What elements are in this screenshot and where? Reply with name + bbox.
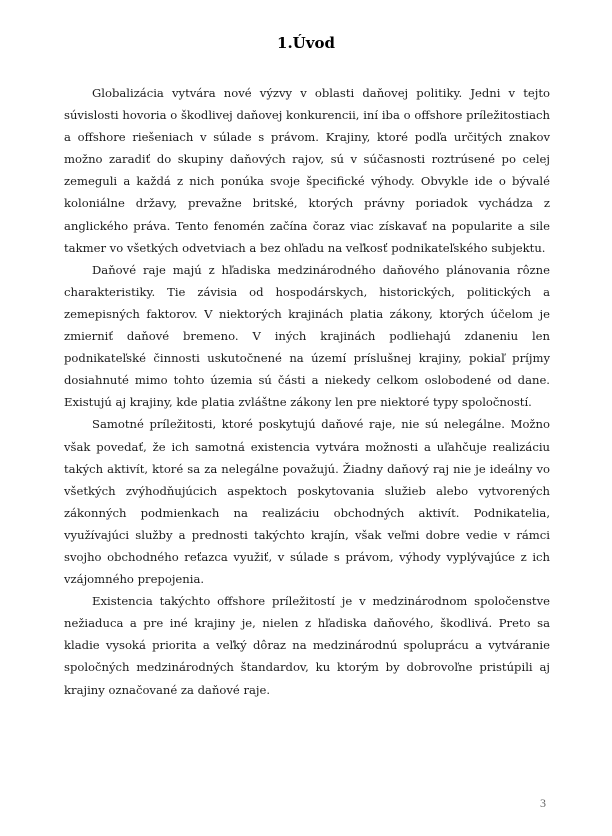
- page-number: 3: [540, 796, 546, 810]
- section-heading: 1.Úvod: [277, 34, 335, 52]
- body-text: [64, 82, 550, 701]
- paragraph: Globalizácia vytvára nové výzvy v oblasti daňovej politiky. Jedni v tejto súvislosti hovoria o škodlivej daňovej konkurencii, iní iba o offshore príležitostiach a offshore riešeniach v súlade s právom. Krajiny, ktoré podľa určitých znakov možno zaradiť do skupiny daňových rajov, sú v súčasnosti roztrúsené po celej zemeguli a každá z nich ponúka svoje špecifické výhody. Obvykle ide o bývalé koloniálne državy, prevažne britské, ktorých právny poriadok vychádza z anglického práva. Tento fenomén začína čoraz viac získavať na popularite a sile takmer vo všetkých odvetviach a bez ohľadu na veľkosť podnikateľského subjektu.: [64, 86, 550, 255]
- paragraph: Existencia takýchto offshore príležitostí je v medzinárodnom spoločenstve nežiaduca a pre iné krajiny je, nielen z hľadiska daňového, škodlivá. Preto sa kladie vysoká priorita a veľký dôraz na medzinárodnú spoluprácu a vytváranie spoločných medzinárodných štandardov, ku ktorým by dobrovoľne pristúpili aj krajiny označované za daňové raje.: [64, 594, 550, 697]
- paragraph: Daňové raje majú z hľadiska medzinárodného daňového plánovania rôzne charakteristiky. Tie závisia od hospodárskych, historických, politických a zemepisných faktorov. V niektorých krajinách platia zákony, ktorých účelom je zmierniť daňové bremeno. V iných krajinách podliehajú zdaneniu len podnikateľské činnosti uskutočnené na území príslušnej krajiny, pokiaľ príjmy dosiahnuté mimo tohto územia sú části a niekedy celkom oslobodené od dane. Existujú aj krajiny, kde platia zvláštne zákony len pre niektoré typy spoločností.: [64, 262, 550, 410]
- paragraph: Samotné príležitosti, ktoré poskytujú daňové raje, nie sú nelegálne. Možno však povedať, že ich samotná existencia vytvára možnosti a uľahčuje realizáciu takých aktivít, ktoré sa za nelegálne považujú. Žiadny daňový raj nie je ideálny vo všetkých zvýhodňujúcich aspektoch poskytovania služieb alebo vytvorených zákonných podmienkach na realizáciu obchodných aktivít. Podnikatelia, využívajúci služby a prednosti takýchto krajín, však veľmi dobre vedie v rámci svojho obchodného reťazca využiť, v súlade s právom, výhody vyplývajúce z ich vzájomného prepojenia.: [64, 417, 550, 587]
